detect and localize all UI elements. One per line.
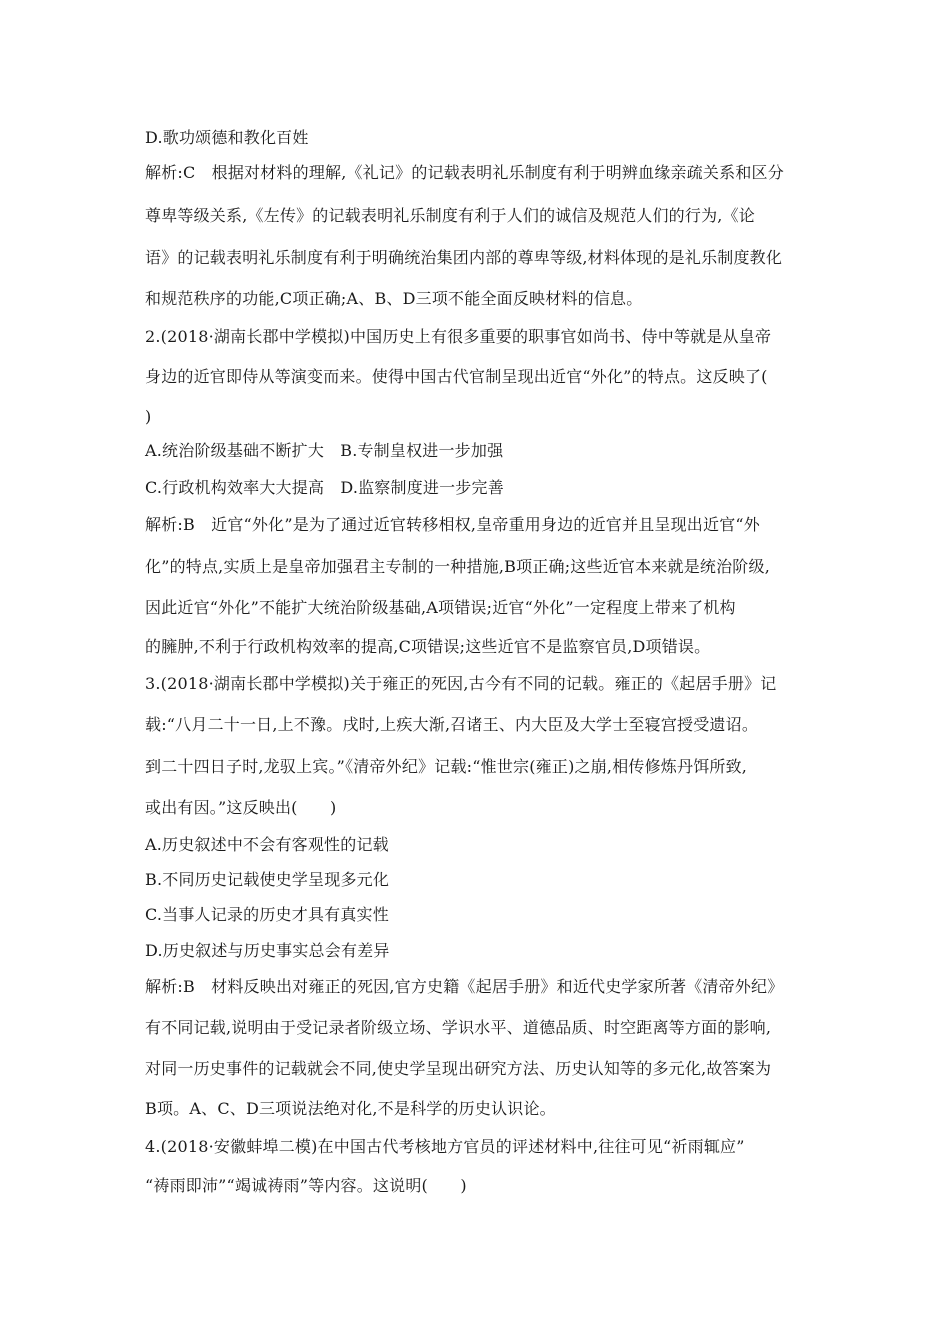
question-3-line3: 到二十四日子时,龙驭上宾。”《清帝外纪》记载:“惟世宗(雍正)之崩,相传修炼丹饵所致, — [145, 757, 748, 776]
analysis-q1-line1: 解析:C 根据对材料的理解,《礼记》的记载表明礼乐制度有利于明辨血缘亲疏关系和区分 — [145, 163, 784, 182]
analysis-q2-line4: 的臃肿,不利于行政机构效率的提高,C项错误;这些近官不是监察官员,D项错误。 — [145, 637, 711, 656]
analysis-q3-line1: 解析:B 材料反映出对雍正的死因,官方史籍《起居手册》和近代史学家所著《清帝外纪》 — [145, 977, 784, 996]
question-4-line2: “祷雨即沛”“竭诚祷雨”等内容。这说明( ) — [145, 1176, 467, 1195]
analysis-q2-line1: 解析:B 近官“外化”是为了通过近官转移相权,皇帝重用身边的近官并且呈现出近官“外 — [145, 515, 760, 534]
analysis-q2-line2: 化”的特点,实质上是皇帝加强君主专制的一种措施,B项正确;这些近官本来就是统治阶级, — [145, 557, 770, 576]
options-q2-cd: C.行政机构效率大大提高 D.监察制度进一步完善 — [145, 478, 504, 497]
analysis-q3-line2: 有不同记载,说明由于受记录者阶级立场、学识水平、道德品质、时空距离等方面的影响, — [145, 1018, 772, 1037]
option-d-q3: D.历史叙述与历史事实总会有差异 — [145, 941, 390, 960]
question-4-line1: 4.(2018·安徽蚌埠二模)在中国古代考核地方官员的评述材料中,往往可见“祈雨辄应” — [145, 1137, 745, 1156]
analysis-q3-line4: B项。A、C、D三项说法绝对化,不是科学的历史认识论。 — [145, 1099, 556, 1118]
question-3-line1: 3.(2018·湖南长郡中学模拟)关于雍正的死因,古今有不同的记载。雍正的《起居手册》记 — [145, 674, 777, 693]
options-q2-ab: A.统治阶级基础不断扩大 B.专制皇权进一步加强 — [145, 441, 504, 460]
analysis-q3-line3: 对同一历史事件的记载就会不同,使史学呈现出研究方法、历史认知等的多元化,故答案为 — [145, 1059, 772, 1078]
question-3-line4: 或出有因。”这反映出( ) — [145, 798, 337, 817]
option-c-q3: C.当事人记录的历史才具有真实性 — [145, 905, 389, 924]
question-2-line2: 身边的近官即侍从等演变而来。使得中国古代官制呈现出近官“外化”的特点。这反映了( — [145, 367, 768, 386]
analysis-q1-line3: 语》的记载表明礼乐制度有利于明确统治集团内部的尊卑等级,材料体现的是礼乐制度教化 — [145, 248, 783, 267]
option-a-q3: A.历史叙述中不会有客观性的记载 — [145, 835, 389, 854]
analysis-q2-line3: 因此近官“外化”不能扩大统治阶级基础,A项错误;近官“外化”一定程度上带来了机构 — [145, 598, 736, 617]
option-b-q3: B.不同历史记载使史学呈现多元化 — [145, 870, 390, 889]
question-2-line3: ) — [145, 407, 152, 426]
option-d-q1: D.歌功颂德和教化百姓 — [145, 128, 309, 147]
question-3-line2: 载:“八月二十一日,上不豫。戌时,上疾大渐,召诸王、内大臣及大学士至寝宫授受遗诏。 — [145, 715, 759, 734]
analysis-q1-line4: 和规范秩序的功能,C项正确;A、B、D三项不能全面反映材料的信息。 — [145, 289, 643, 308]
question-2-line1: 2.(2018·湖南长郡中学模拟)中国历史上有很多重要的职事官如尚书、侍中等就是从皇帝 — [145, 327, 772, 346]
analysis-q1-line2: 尊卑等级关系,《左传》的记载表明礼乐制度有利于人们的诚信及规范人们的行为,《论 — [145, 206, 755, 225]
